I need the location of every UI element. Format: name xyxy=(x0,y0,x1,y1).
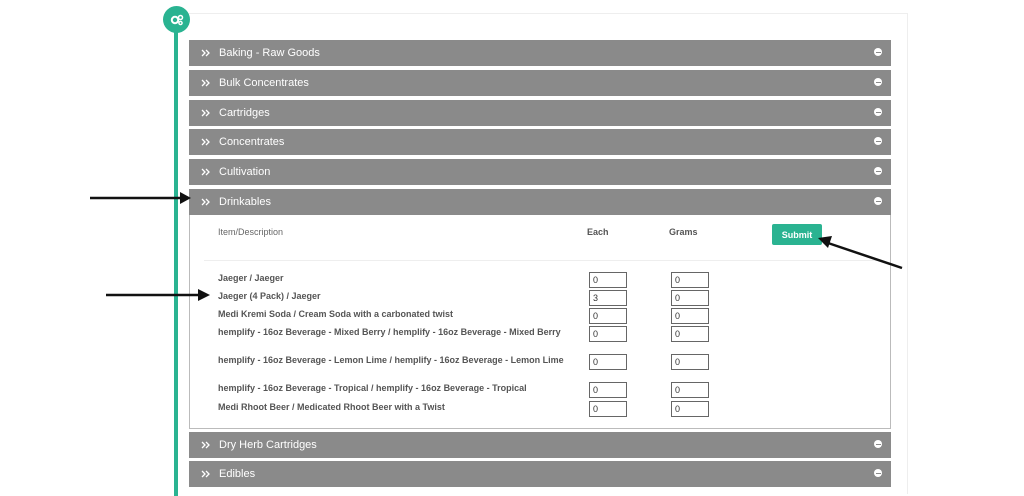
grams-input[interactable] xyxy=(671,354,709,370)
item-description: Jaeger / Jaeger xyxy=(218,273,284,283)
double-chevron-right-icon xyxy=(201,77,215,89)
collapse-icon[interactable] xyxy=(874,469,882,477)
item-description: hemplify - 16oz Beverage - Mixed Berry / hemplify - 16oz Beverage - Mixed Berry xyxy=(218,327,561,337)
grams-input[interactable] xyxy=(671,272,709,288)
column-header-each: Each xyxy=(587,227,609,237)
category-edibles[interactable] xyxy=(189,461,891,487)
item-description: Jaeger (4 Pack) / Jaeger xyxy=(218,291,321,301)
category-dry-herb-cartridges[interactable] xyxy=(189,432,891,458)
category-label: Cartridges xyxy=(219,107,270,119)
collapse-icon[interactable] xyxy=(874,137,882,145)
collapse-icon[interactable] xyxy=(874,48,882,56)
divider xyxy=(204,260,879,261)
collapse-icon[interactable] xyxy=(874,167,882,175)
category-baking-raw-goods[interactable] xyxy=(189,40,891,66)
double-chevron-right-icon xyxy=(201,196,215,208)
each-input[interactable] xyxy=(589,326,627,342)
double-chevron-right-icon xyxy=(201,47,215,59)
category-drinkables[interactable] xyxy=(189,189,891,215)
category-label: Baking - Raw Goods xyxy=(219,47,320,59)
category-cartridges[interactable] xyxy=(189,100,891,126)
each-input[interactable] xyxy=(589,382,627,398)
category-label: Cultivation xyxy=(219,166,271,178)
timeline-line xyxy=(174,26,178,496)
category-label: Concentrates xyxy=(219,136,285,148)
category-label: Dry Herb Cartridges xyxy=(219,439,317,451)
category-concentrates[interactable] xyxy=(189,129,891,155)
collapse-icon[interactable] xyxy=(874,78,882,86)
category-label: Bulk Concentrates xyxy=(219,77,309,89)
grams-input[interactable] xyxy=(671,326,709,342)
category-bulk-concentrates[interactable] xyxy=(189,70,891,96)
grams-input[interactable] xyxy=(671,382,709,398)
each-input[interactable] xyxy=(589,308,627,324)
double-chevron-right-icon xyxy=(201,107,215,119)
double-chevron-right-icon xyxy=(201,468,215,480)
item-description: Medi Rhoot Beer / Medicated Rhoot Beer with a Twist xyxy=(218,402,445,412)
double-chevron-right-icon xyxy=(201,439,215,451)
grams-input[interactable] xyxy=(671,308,709,324)
category-cultivation[interactable] xyxy=(189,159,891,185)
double-chevron-right-icon xyxy=(201,136,215,148)
each-input[interactable] xyxy=(589,290,627,306)
each-input[interactable] xyxy=(589,401,627,417)
collapse-icon[interactable] xyxy=(874,197,882,205)
gears-icon xyxy=(170,14,184,26)
item-description: hemplify - 16oz Beverage - Lemon Lime / hemplify - 16oz Beverage - Lemon Lime xyxy=(218,355,564,365)
collapse-icon[interactable] xyxy=(874,108,882,116)
grams-input[interactable] xyxy=(671,290,709,306)
drinkables-panel xyxy=(189,215,891,429)
each-input[interactable] xyxy=(589,272,627,288)
annotation-arrow-item xyxy=(104,287,212,303)
collapse-icon[interactable] xyxy=(874,440,882,448)
item-description: Medi Kremi Soda / Cream Soda with a carbonated twist xyxy=(218,309,454,319)
double-chevron-right-icon xyxy=(201,166,215,178)
annotation-arrow-submit xyxy=(816,232,904,272)
grams-input[interactable] xyxy=(671,401,709,417)
category-label: Drinkables xyxy=(219,196,271,208)
column-header-grams: Grams xyxy=(669,227,698,237)
column-header-item: Item/Description xyxy=(218,227,284,237)
submit-button[interactable]: Submit xyxy=(772,224,822,245)
annotation-arrow-drinkables xyxy=(88,190,193,206)
category-label: Edibles xyxy=(219,468,256,480)
timeline-badge xyxy=(163,6,190,33)
each-input[interactable] xyxy=(589,354,627,370)
item-description: hemplify - 16oz Beverage - Tropical / hemplify - 16oz Beverage - Tropical xyxy=(218,383,527,393)
